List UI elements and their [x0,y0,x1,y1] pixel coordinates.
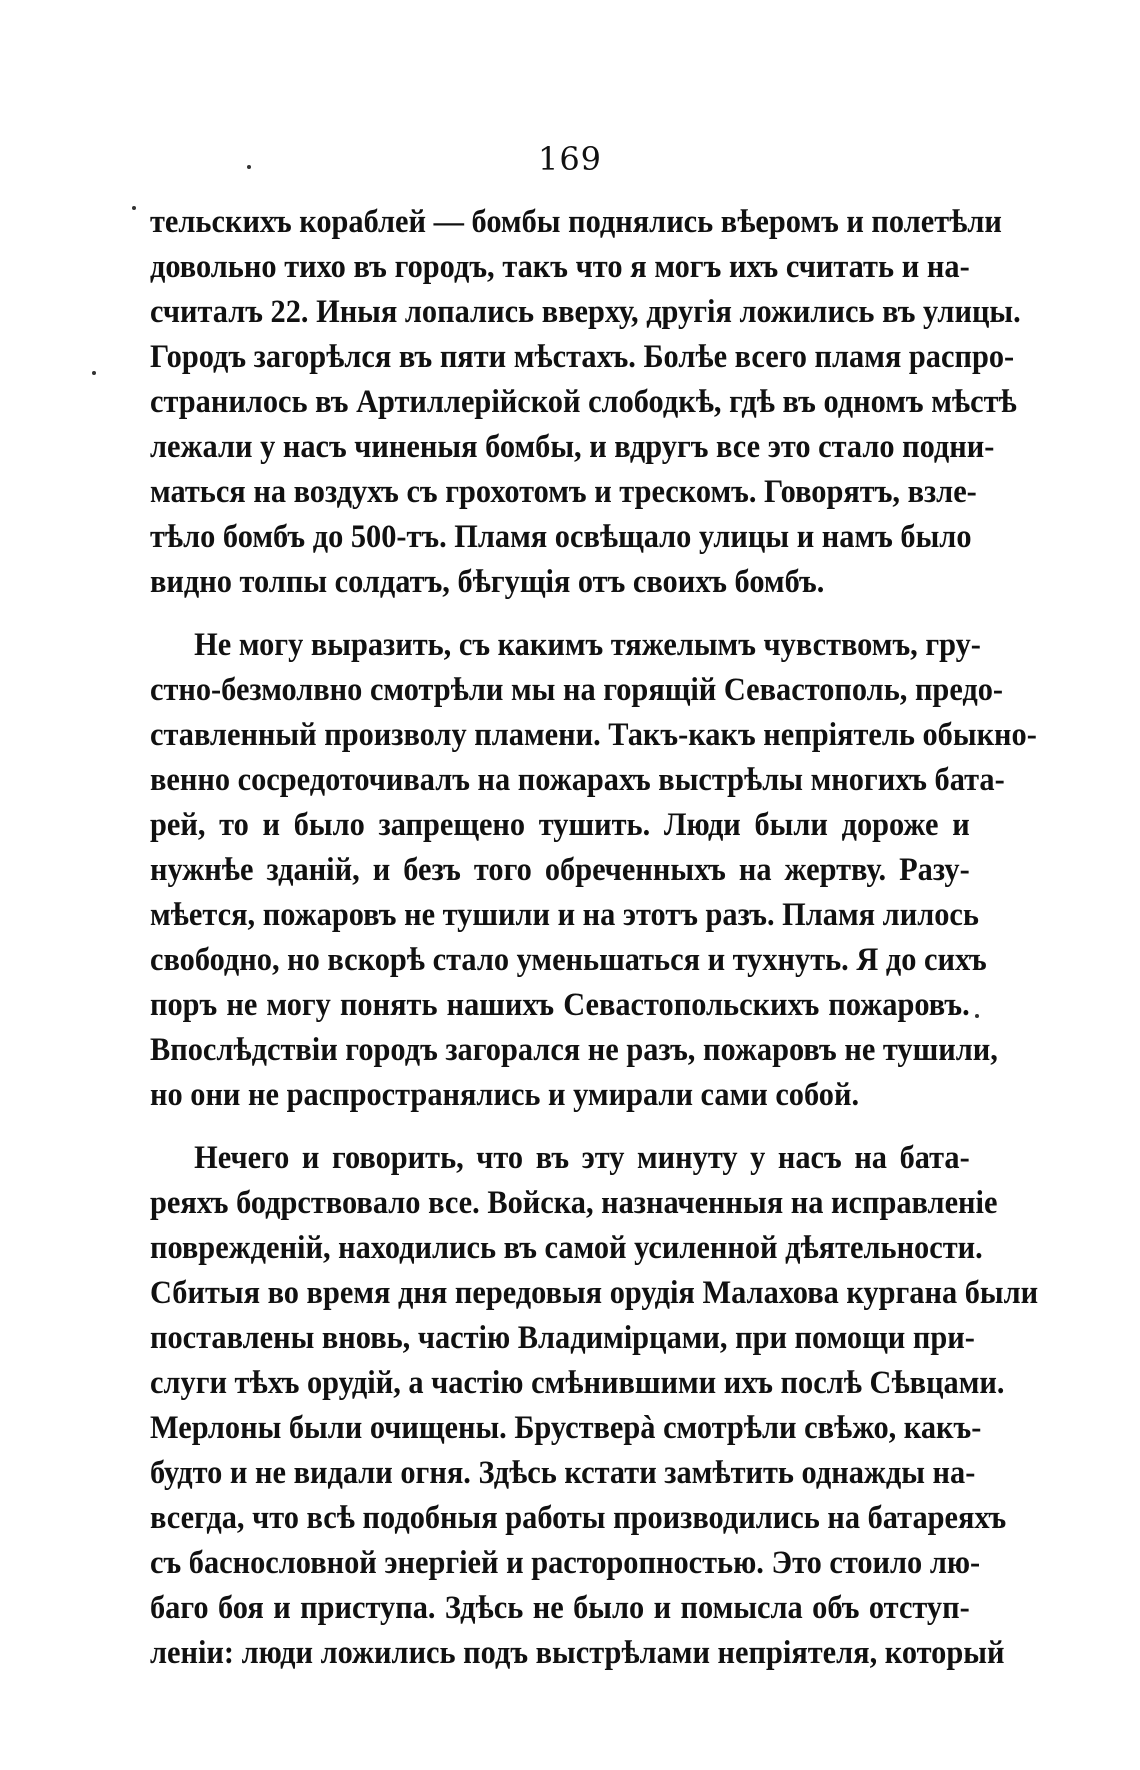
text-line: видно толпы солдатъ, бѣгущія отъ своихъ бомбъ. [150,564,825,600]
text-line: рей, то и было запрещено тушить. Люди были дороже и [150,807,970,843]
text-line: Не могу выразить, съ какимъ тяжелымъ чувствомъ, гру- [194,627,981,663]
text-line: Впослѣдствіи городъ загорался не разъ, пожаровъ не тушили, [150,1032,998,1068]
print-speck [92,371,96,375]
text-line: леніи: люди ложились подъ выстрѣлами непріятеля, который [150,1635,1005,1671]
text-line: поставлены вновь, частію Владимірцами, при помощи при- [150,1320,975,1356]
body-text [150,200,1039,1676]
text-line: поръ не могу понять нашихъ Севастопольскихъ пожаровъ. [150,987,970,1023]
paragraph-3 [150,1136,1039,1676]
paragraph-2 [150,623,1037,1118]
text-line: будто и не видали огня. Здѣсь кстати замѣтить однажды на- [150,1455,976,1491]
text-line: лежали у насъ чиненыя бомбы, и вдругъ все это стало подни- [150,429,995,465]
print-speck [132,206,136,210]
text-line: всегда, что всѣ подобныя работы производились на батареяхъ [150,1500,1007,1536]
paragraph-gap [150,1118,970,1136]
text-line: Нечего и говорить, что въ эту минуту у насъ на бата- [194,1140,970,1176]
text-line: тельскихъ кораблей — бомбы поднялись вѣеромъ и полетѣли [150,204,1002,240]
text-line: Городъ загорѣлся въ пяти мѣстахъ. Болѣе всего пламя распро- [150,339,1015,375]
text-line: но они не распространялись и умирали сами собой. [150,1077,860,1113]
text-line: нужнѣе зданій, и безъ того обреченныхъ на жертву. Разу- [150,852,970,888]
text-line: поврежденій, находились въ самой усиленной дѣятельности. [150,1230,983,1266]
page-number: 169 [537,140,603,178]
text-line: мѣется, пожаровъ не тушили и на этотъ разъ. Пламя лилось [150,897,979,933]
text-line: странилось въ Артиллерійской слободкѣ, гдѣ въ одномъ мѣстѣ [150,384,1017,420]
paragraph-gap [150,605,970,623]
text-line: стно-безмолвно смотрѣли мы на горящій Севастополь, предо- [150,672,1004,708]
paragraph-1 [150,200,1021,605]
print-speck [975,1014,979,1018]
text-line: слуги тѣхъ орудій, а частію смѣнившими ихъ послѣ Сѣвцами. [150,1365,1005,1401]
text-line: Мерлоны были очищены. Брустверà смотрѣли свѣжо, какъ- [150,1410,982,1446]
text-line: тѣло бомбъ до 500-тъ. Пламя освѣщало улицы и намъ было [150,519,972,555]
text-line: венно сосредоточивалъ на пожарахъ выстрѣлы многихъ бата- [150,762,1005,798]
text-line: реяхъ бодрствовало все. Войска, назначенныя на исправленіе [150,1185,998,1221]
text-line: баго боя и приступа. Здѣсь не было и помысла объ отступ- [150,1590,970,1626]
text-line: ставленный произволу пламени. Такъ-какъ непріятель обыкно- [150,717,1037,753]
text-line: маться на воздухъ съ грохотомъ и трескомъ. Говорятъ, взле- [150,474,977,510]
text-line: свободно, но вскорѣ стало уменьшаться и тухнуть. Я до сихъ [150,942,987,978]
text-line: съ баснословной энергіей и расторопностью. Это стоило лю- [150,1545,981,1581]
text-line: Сбитыя во время дня передовыя орудія Малахова кургана были [150,1275,1039,1311]
text-line: считалъ 22. Иныя лопались вверху, другія ложились въ улицы. [150,294,1021,330]
text-line: довольно тихо въ городъ, такъ что я могъ ихъ считать и на- [150,249,970,285]
